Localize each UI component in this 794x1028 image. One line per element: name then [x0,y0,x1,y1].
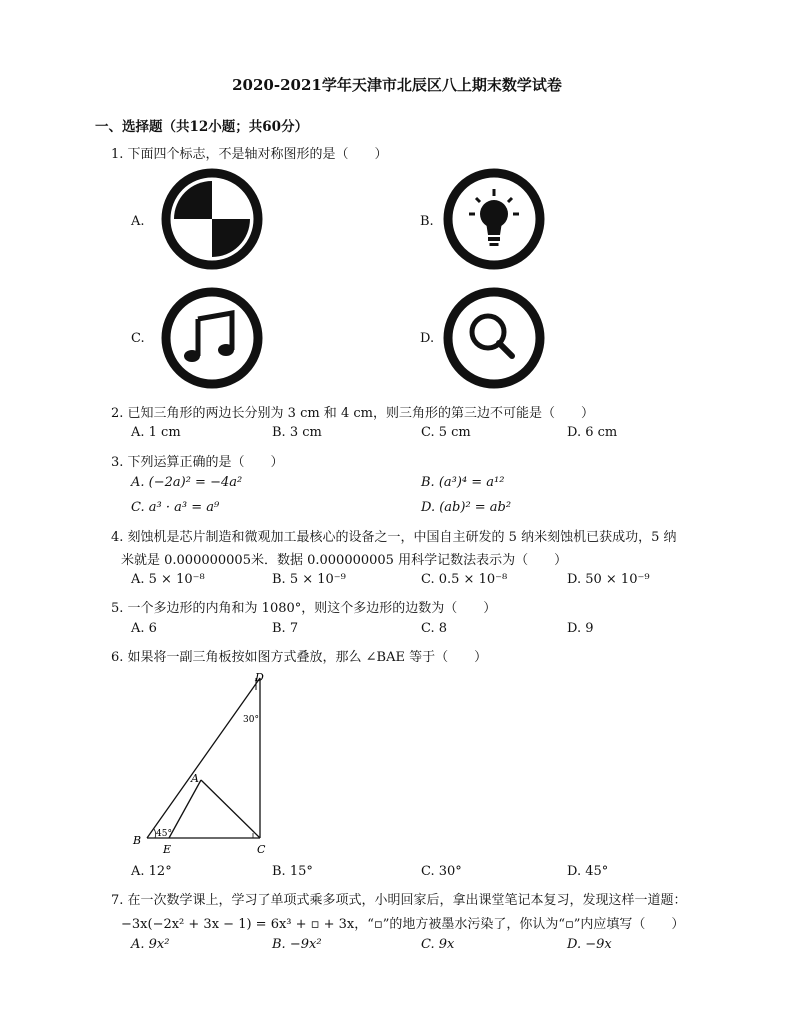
question-5-stem: 5. 一个多边形的内角和为 1080°，则这个多边形的边数为（ ） [111,601,497,616]
q6-option-a: A. 12° [131,864,172,879]
question-7-stem-line2: −3x(−2x² + 3x − 1) = 6x³ + ▫ + 3x，“▫”的地方被墨水污染了，你认为“▫”内应填写（ ） [121,917,685,932]
q7-option-c: C. 9x [421,937,455,952]
question-4-stem-line2: 米就是 0.000000005米．数据 0.000000005 用科学记数法表示为（ ） [121,553,568,568]
q2-option-a: A. 1 cm [131,425,181,440]
q1-option-b-label: B. [420,214,434,229]
q1-option-c-label: C. [131,331,145,346]
triangle-figure [125,668,285,858]
q4-option-a: A. 5 × 10⁻⁸ [131,572,205,587]
page-title: 2020-2021学年天津市北辰区八上期末数学试卷 [232,76,562,94]
question-2-stem: 2. 已知三角形的两边长分别为 3 cm 和 4 cm，则三角形的第三边不可能是（ ） [111,406,594,421]
q7-option-d: D. −9x [567,937,612,952]
q5-option-d: D. 9 [567,621,594,636]
q4-option-d: D. 50 × 10⁻⁹ [567,572,650,587]
q5-option-b: B. 7 [272,621,299,636]
q2-option-b: B. 3 cm [272,425,322,440]
question-4-stem-line1: 4. 刻蚀机是芯片制造和微观加工最核心的设备之一，中国自主研发的 5 纳米刻蚀机已获成功，5 纳 [111,530,677,545]
magnifier-icon [440,286,548,390]
q3-option-b: B. (a³)⁴ = a¹² [421,475,505,490]
q7-option-a: A. 9x² [131,937,170,952]
question-7-stem-line1: 7. 在一次数学课上，学习了单项式乘多项式，小明回家后，拿出课堂笔记本复习，发现这样一道题： [111,893,687,908]
section-heading: 一、选择题（共12小题；共60分） [95,119,309,135]
point-b-label: B [133,834,142,847]
point-e-label: E [163,843,172,856]
q7-option-b: B. −9x² [272,937,322,952]
q4-option-b: B. 5 × 10⁻⁹ [272,572,346,587]
checkered-circle-icon [160,167,264,271]
point-d-label: D [255,671,264,684]
q2-option-c: C. 5 cm [421,425,471,440]
question-1-stem: 1. 下面四个标志，不是轴对称图形的是（ ） [111,147,388,162]
angle-30-label: 30° [243,715,259,725]
q3-option-d: D. (ab)² = ab² [421,500,512,515]
question-3-stem: 3. 下列运算正确的是（ ） [111,455,284,470]
point-a-label: A [191,772,199,785]
q6-option-b: B. 15° [272,864,313,879]
question-6-stem: 6. 如果将一副三角板按如图方式叠放，那么 ∠BAE 等于（ ） [111,650,488,665]
q3-option-c: C. a³ · a³ = a⁹ [131,500,220,515]
q5-option-c: C. 8 [421,621,448,636]
lightbulb-icon [440,167,548,271]
angle-45-label: 45° [156,829,172,839]
music-note-icon [160,286,264,390]
q1-option-a-label: A. [131,214,145,229]
q6-option-c: C. 30° [421,864,462,879]
q6-option-d: D. 45° [567,864,609,879]
point-c-label: C [257,843,266,856]
q4-option-c: C. 0.5 × 10⁻⁸ [421,572,508,587]
q1-option-d-label: D. [420,331,435,346]
q2-option-d: D. 6 cm [567,425,618,440]
q3-option-a: A. (−2a)² = −4a² [131,475,243,490]
q5-option-a: A. 6 [131,621,157,636]
